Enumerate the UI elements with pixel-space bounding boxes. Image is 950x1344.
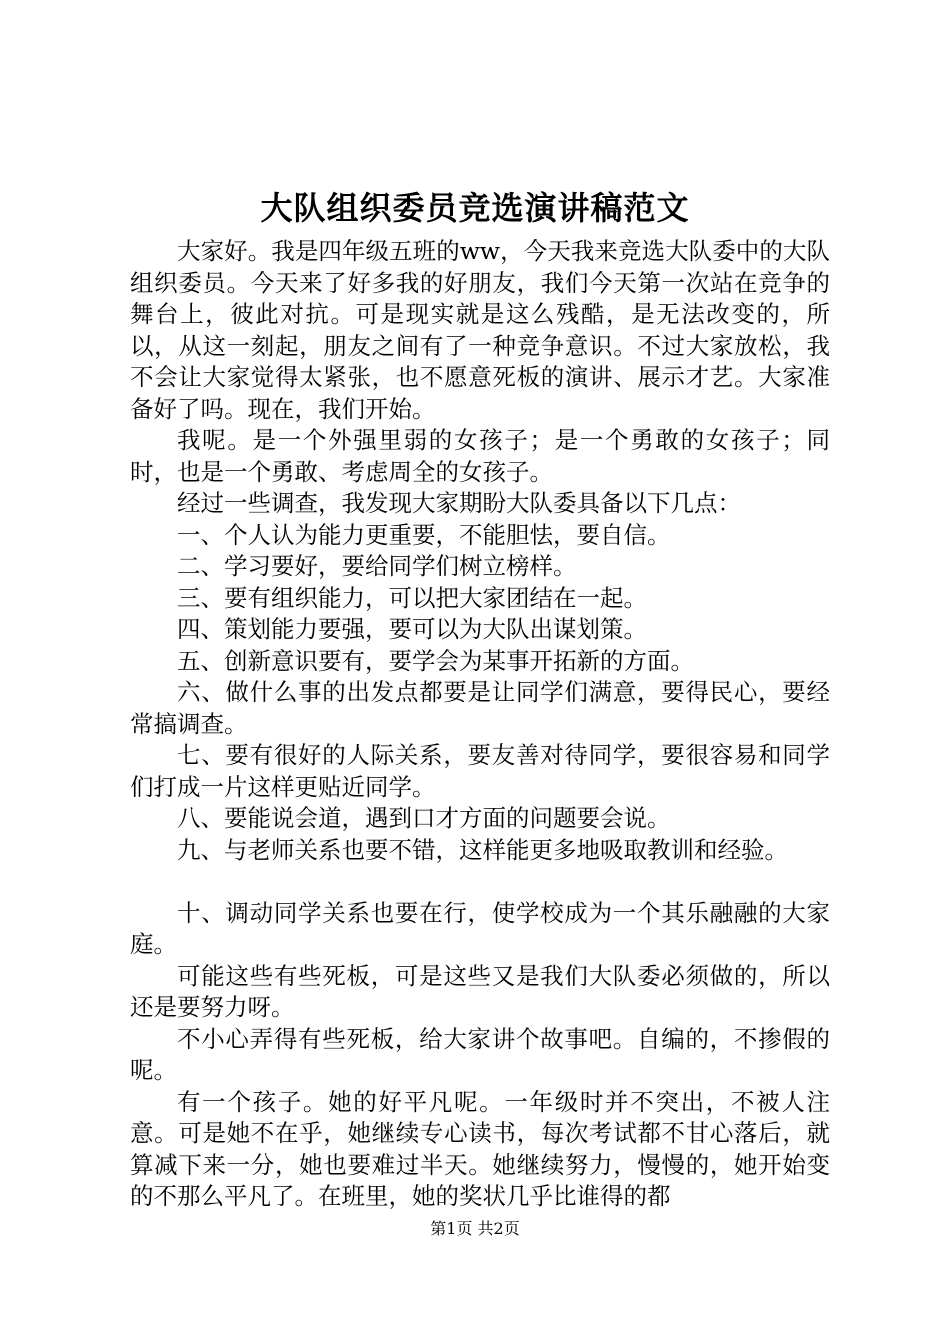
list-item-9: 九、与老师关系也要不错，这样能更多地吸取教训和经验。: [177, 835, 788, 864]
paragraph-effort: 可能这些有些死板，可是这些又是我们大队委必须做的，所以还是要努力呀。: [130, 961, 830, 1021]
paragraph-intro: 大家好。我是四年级五班的ww，今天我来竞选大队委中的大队组织委员。今天来了好多我的好朋友，我们今天第一次站在竞争的舞台上，彼此对抗。可是现实就是这么残酷，是无法改变的，所以，从这一刻起，朋友之间有了一种竞争意识。不过大家放松，我不会让大家觉得太紧张，也不愿意死板的演讲、展示才艺。大家准备好了吗。现在，我们开始。: [130, 237, 830, 423]
list-item-3: 三、要有组织能力，可以把大家团结在一起。: [177, 583, 647, 612]
document-body: [130, 236, 830, 1213]
list-item-8: 八、要能说会道，遇到口才方面的问题要会说。: [177, 804, 671, 832]
paragraph-self-description: 我呢。是一个外强里弱的女孩子；是一个勇敢的女孩子；同时，也是一个勇敢、考虑周全的女孩子。: [130, 426, 830, 486]
document-title: 大队组织委员竞选演讲稿范文: [260, 189, 690, 227]
list-item-1: 一、个人认为能力更重要，不能胆怯，要自信。: [177, 520, 671, 549]
list-item-2: 二、学习要好，要给同学们树立榜样。: [177, 552, 577, 580]
paragraph-story-intro: 不小心弄得有些死板，给大家讲个故事吧。自编的，不掺假的呢。: [130, 1024, 830, 1084]
blank-line: [130, 866, 830, 898]
list-item-4: 四、策划能力要强，要可以为大队出谋划策。: [177, 615, 647, 643]
list-item-5: 五、创新意识要有，要学会为某事开拓新的方面。: [177, 646, 694, 675]
list-item-10: 十、调动同学关系也要在行，使学校成为一个其乐融融的大家庭。: [130, 898, 830, 958]
paragraph-story: 有一个孩子。她的好平凡呢。一年级时并不突出，不被人注意。可是她不在乎，她继续专心读书，每次考试都不甘心落后，就算减下来一分，她也要难过半天。她继续努力，慢慢的，她开始变的不那么平凡了。在班里，她的奖状几乎比谁得的都: [130, 1087, 830, 1210]
paragraph-survey: 经过一些调查，我发现大家期盼大队委具备以下几点：: [177, 489, 741, 517]
page-footer: 第1页 共2页: [430, 1219, 520, 1238]
list-item-6: 六、做什么事的出发点都要是让同学们满意，要得民心，要经常搞调查。: [130, 678, 830, 738]
list-item-7: 七、要有很好的人际关系，要友善对待同学，要很容易和同学们打成一片这样更贴近同学。: [130, 741, 830, 801]
